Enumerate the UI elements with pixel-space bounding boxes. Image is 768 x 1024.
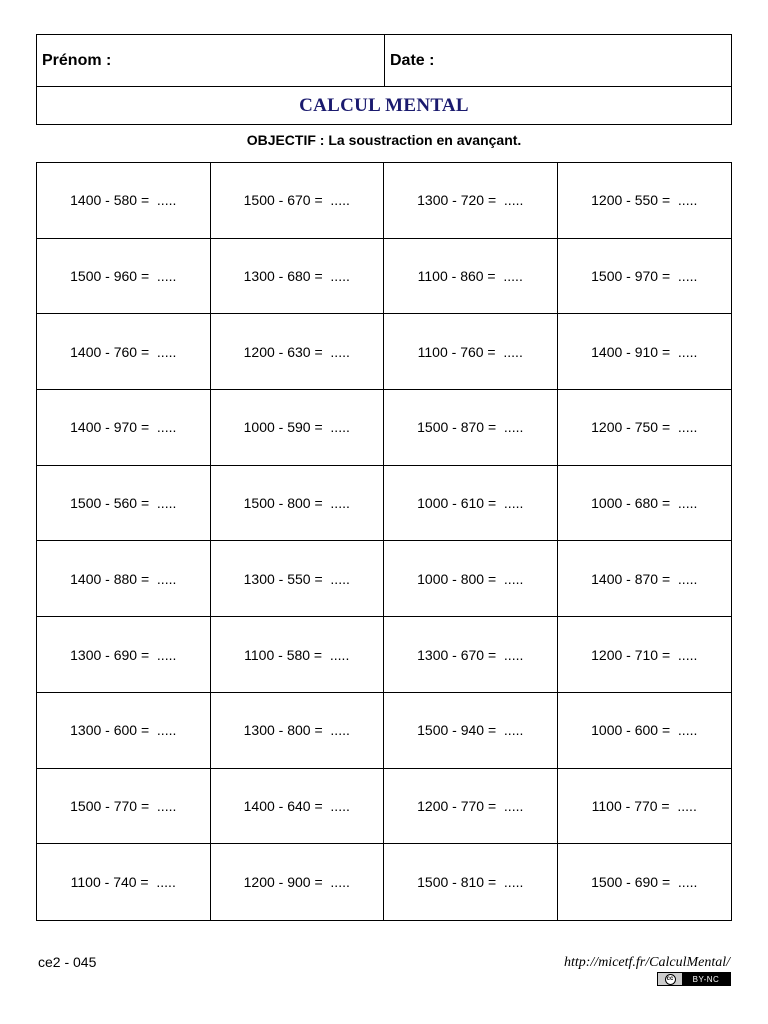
source-url[interactable]: http://micetf.fr/CalculMental/ — [563, 955, 730, 970]
exercise-cell: 1000 - 600 = ..... — [558, 693, 732, 769]
exercise-cell: 1500 - 770 = ..... — [37, 769, 211, 845]
exercise-cell: 1400 - 880 = ..... — [37, 541, 211, 617]
exercise-cell: 1100 - 770 = ..... — [558, 769, 732, 845]
exercise-cell: 1500 - 940 = ..... — [384, 693, 558, 769]
exercise-cell: 1500 - 970 = ..... — [558, 239, 732, 315]
exercise-cell: 1300 - 600 = ..... — [37, 693, 211, 769]
exercise-cell: 1500 - 560 = ..... — [37, 466, 211, 542]
exercise-cell: 1500 - 810 = ..... — [384, 844, 558, 920]
exercise-cell: 1100 - 860 = ..... — [384, 239, 558, 315]
cc-logo-icon — [658, 973, 682, 985]
exercise-cell: 1100 - 580 = ..... — [211, 617, 385, 693]
exercise-cell: 1400 - 910 = ..... — [558, 314, 732, 390]
exercise-cell: 1100 - 760 = ..... — [384, 314, 558, 390]
exercise-cell: 1000 - 590 = ..... — [211, 390, 385, 466]
exercise-cell: 1200 - 630 = ..... — [211, 314, 385, 390]
header-box — [36, 34, 732, 125]
page-title: CALCUL MENTAL — [299, 95, 469, 116]
exercise-cell: 1200 - 710 = ..... — [558, 617, 732, 693]
exercise-cell: 1500 - 800 = ..... — [211, 466, 385, 542]
exercise-cell: 1400 - 870 = ..... — [558, 541, 732, 617]
exercise-cell: 1300 - 680 = ..... — [211, 239, 385, 315]
exercise-cell: 1300 - 800 = ..... — [211, 693, 385, 769]
exercise-cell: 1200 - 900 = ..... — [211, 844, 385, 920]
exercise-cell: 1300 - 550 = ..... — [211, 541, 385, 617]
exercise-cell: 1500 - 960 = ..... — [37, 239, 211, 315]
exercise-cell: 1000 - 680 = ..... — [558, 466, 732, 542]
license-terms: BY-NC — [692, 974, 720, 984]
exercise-cell: 1500 - 670 = ..... — [211, 163, 385, 239]
exercise-cell: 1300 - 690 = ..... — [37, 617, 211, 693]
exercise-cell: 1500 - 690 = ..... — [591, 874, 698, 891]
exercise-cell: 1000 - 610 = ..... — [384, 466, 558, 542]
exercise-cell: 1200 - 550 = ..... — [558, 163, 732, 239]
exercise-cell: 1300 - 670 = ..... — [384, 617, 558, 693]
exercise-cell: 1400 - 760 = ..... — [37, 314, 211, 390]
cc-circle-text: cc — [665, 974, 676, 985]
exercise-cell: 1100 - 740 = ..... — [37, 844, 211, 920]
exercise-cell: 1400 - 970 = ..... — [37, 390, 211, 466]
name-date-row — [37, 35, 731, 87]
exercise-cell: 1200 - 750 = ..... — [558, 390, 732, 466]
exercise-cell: 1300 - 720 = ..... — [384, 163, 558, 239]
exercise-grid — [36, 162, 732, 921]
license-badge[interactable] — [657, 972, 731, 986]
date-label: Date : — [390, 52, 435, 69]
worksheet-code: ce2 - 045 — [38, 954, 97, 970]
exercise-cell: 1400 - 640 = ..... — [211, 769, 385, 845]
exercise-cell: 1000 - 800 = ..... — [384, 541, 558, 617]
prenom-label: Prénom : — [37, 35, 385, 86]
exercise-cell: 1400 - 580 = ..... — [37, 163, 211, 239]
exercise-cell: 1200 - 770 = ..... — [384, 769, 558, 845]
exercise-cell: 1500 - 870 = ..... — [384, 390, 558, 466]
objective-text: OBJECTIF : La soustraction en avançant. — [246, 132, 522, 148]
